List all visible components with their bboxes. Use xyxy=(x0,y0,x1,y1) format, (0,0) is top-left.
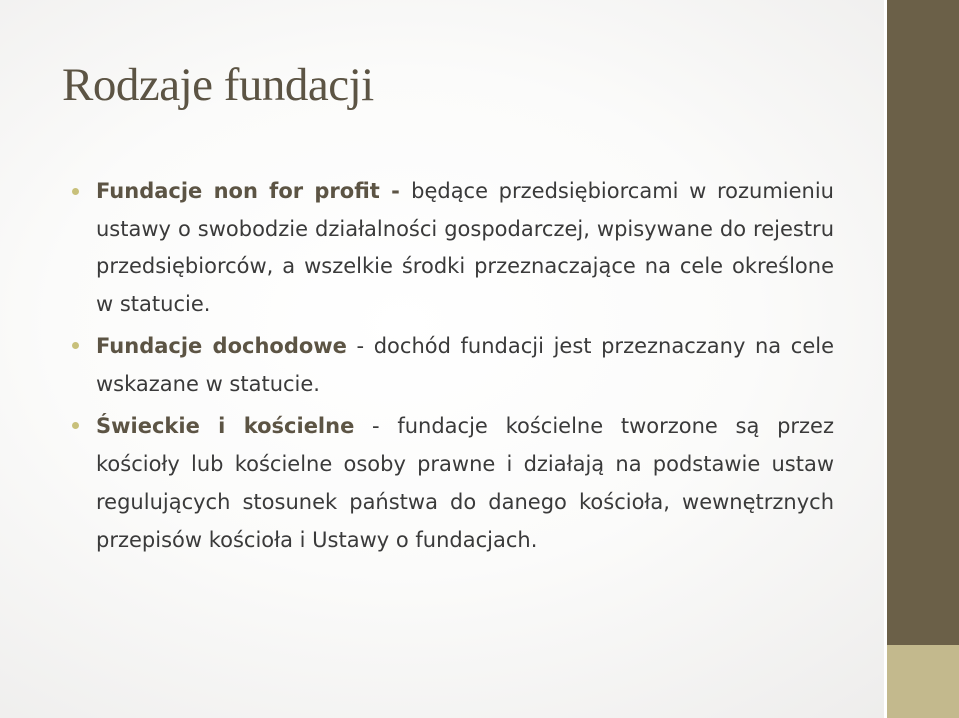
bullet-item-non-profit xyxy=(70,173,834,323)
bullet-text: fundacje kościelne tworzone są przez kościoły lub kościelne osoby prawne i działają na podstawie ustaw regulujących stosunek państwa do danego kościoła, wewnętrznych przepisów kościoła i Ustawy o fundacjach. xyxy=(96,414,835,552)
bullet-item-swieckie-koscielne xyxy=(70,407,834,559)
bullet-separator: - xyxy=(346,334,374,358)
bullet-text: dochód fundacji jest przeznaczany na cele wskazane w statucie. xyxy=(96,334,834,396)
bullet-item-dochodowe xyxy=(70,327,834,403)
bullet-term: Świeckie i kościelne xyxy=(96,414,355,438)
bullet-icon xyxy=(72,188,79,195)
bullet-icon xyxy=(72,342,79,349)
side-decoration-bar xyxy=(884,0,959,718)
slide-title: Rodzaje fundacji xyxy=(62,59,374,111)
side-accent-block xyxy=(887,645,959,718)
bullet-text: będące przedsiębiorcami w rozumieniu ustawy o swobodzie działalności gospodarczej, wpisywane do rejestru przedsiębiorców, a wszelkie środki przeznaczające na cele określone w statucie. xyxy=(96,179,834,316)
bullet-term: Fundacje dochodowe xyxy=(96,334,347,358)
bullet-icon xyxy=(72,422,79,429)
bullet-separator: - xyxy=(354,414,398,438)
bullet-separator: - xyxy=(379,179,412,203)
bullet-term: Fundacje non for profit xyxy=(96,179,380,203)
bullet-list xyxy=(70,173,834,563)
